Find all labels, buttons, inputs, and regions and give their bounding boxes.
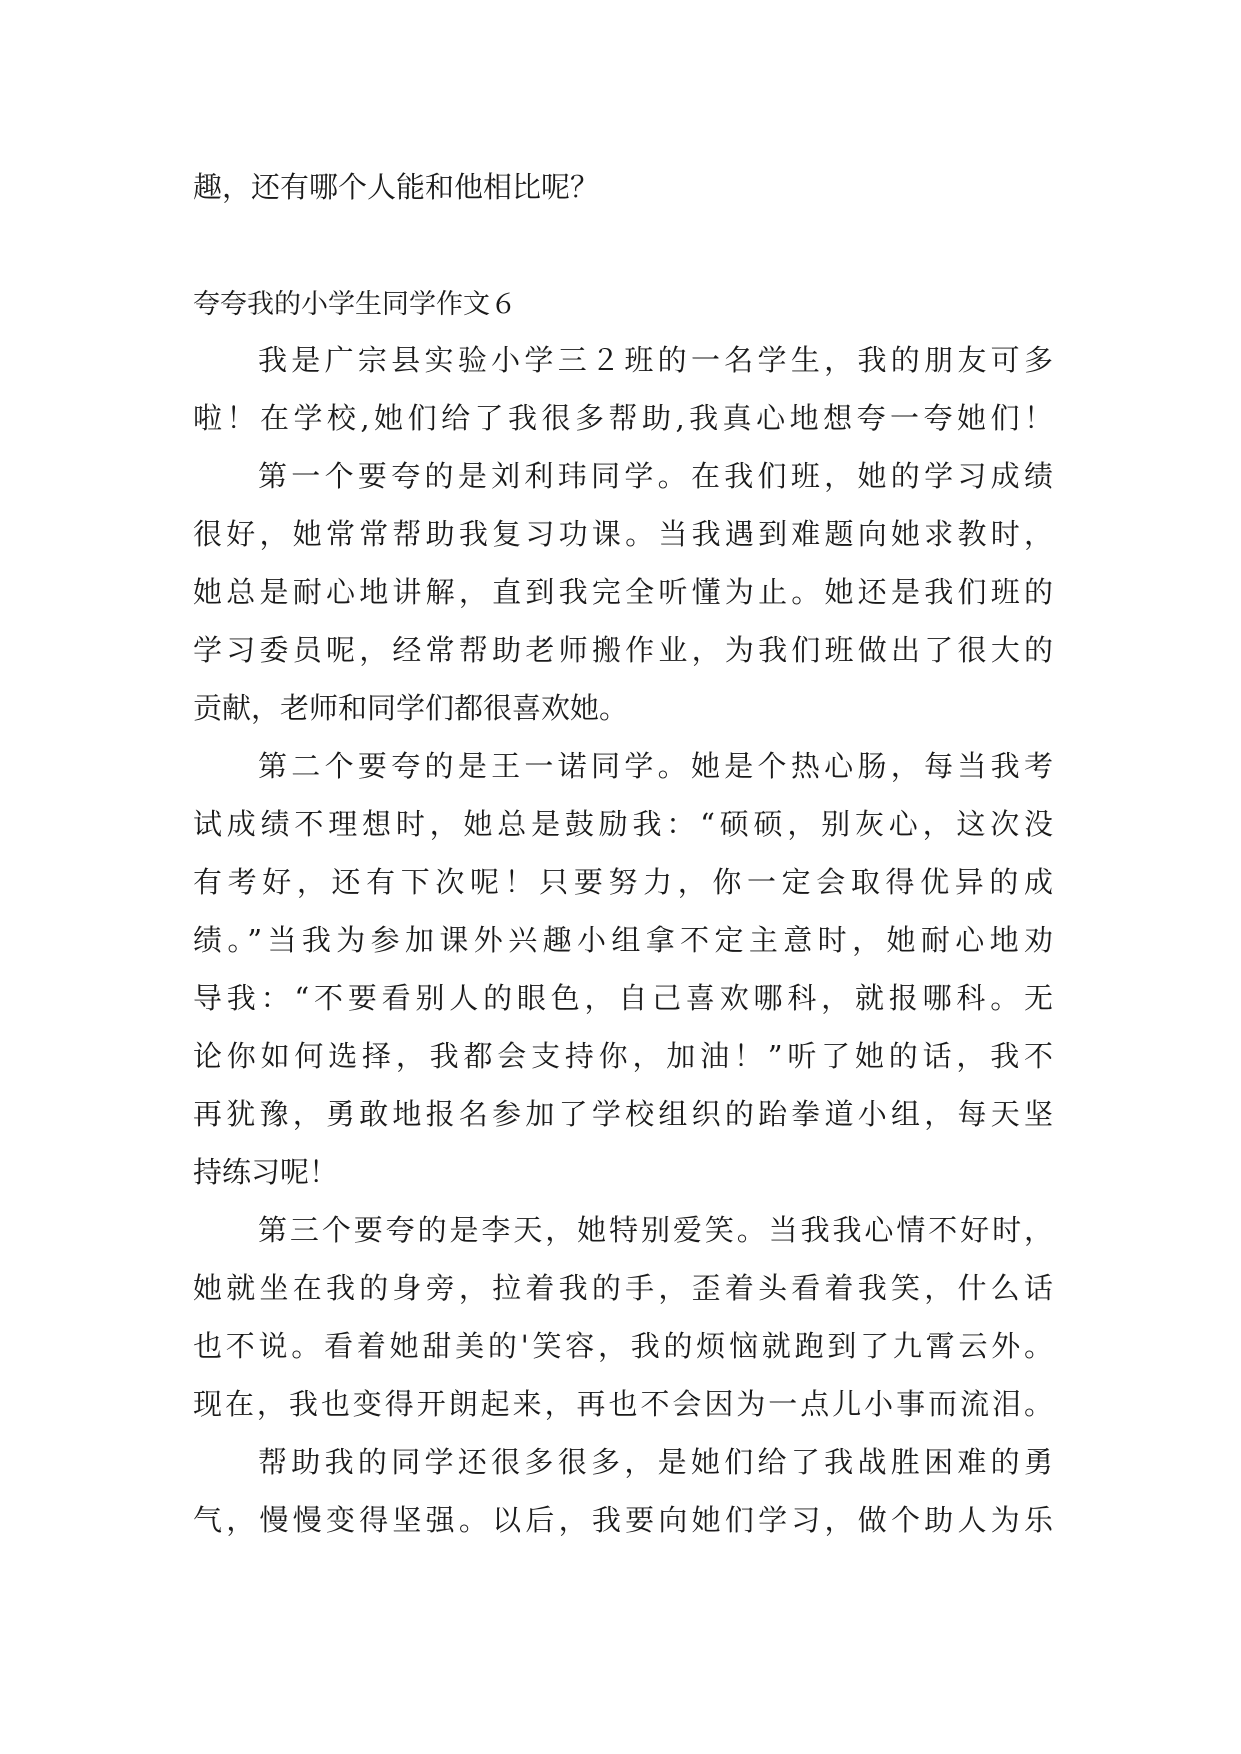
text-line: 她总是耐心地讲解，直到我完全听懂为止。她还是我们班的 [193,575,1053,609]
text-line: 趣，还有哪个人能和他相比呢？ [193,170,600,204]
text-line: 有考好，还有下次呢！只要努力，你一定会取得优异的成 [193,865,1053,899]
text-line: 也不说。看着她甜美的'笑容，我的烦恼就跑到了九霄云外。 [193,1329,1053,1363]
text-line: 第三个要夸的是李天，她特别爱笑。当我我心情不好时， [258,1213,1053,1247]
text-line: 导我：“不要看别人的眼色，自己喜欢哪科，就报哪科。无 [193,981,1053,1015]
text-line: 绩。”当我为参加课外兴趣小组拿不定主意时，她耐心地劝 [193,923,1053,957]
text-line: 第一个要夸的是刘利玮同学。在我们班，她的学习成绩 [258,459,1053,493]
text-line: 现在，我也变得开朗起来，再也不会因为一点儿小事而流泪。 [193,1387,1053,1421]
text-line: 贡献，老师和同学们都很喜欢她。 [193,691,629,725]
text-line: 持练习呢！ [193,1155,339,1189]
text-line: 气，慢慢变得坚强。以后，我要向她们学习，做个助人为乐 [193,1503,1053,1537]
essay-title: 夸夸我的小学生同学作文６ [193,289,517,320]
text-line: 很好，她常常帮助我复习功课。当我遇到难题向她求教时， [193,517,1053,551]
text-line: 再犹豫，勇敢地报名参加了学校组织的跆拳道小组，每天坚 [193,1097,1053,1131]
text-line: 学习委员呢，经常帮助老师搬作业，为我们班做出了很大的 [193,633,1053,667]
text-line: 她就坐在我的身旁，拉着我的手，歪着头看着我笑，什么话 [193,1271,1053,1305]
text-line: 我是广宗县实验小学三２班的一名学生，我的朋友可多 [258,343,1053,377]
text-line: 帮助我的同学还很多很多，是她们给了我战胜困难的勇 [258,1445,1053,1479]
text-line: 啦！在学校,她们给了我很多帮助,我真心地想夸一夸她们！ [193,401,1053,435]
text-line: 试成绩不理想时，她总是鼓励我：“硕硕，别灰心，这次没 [193,807,1053,841]
text-line: 第二个要夸的是王一诺同学。她是个热心肠，每当我考 [258,749,1053,783]
text-line: 论你如何选择，我都会支持你，加油！”听了她的话，我不 [193,1039,1053,1073]
